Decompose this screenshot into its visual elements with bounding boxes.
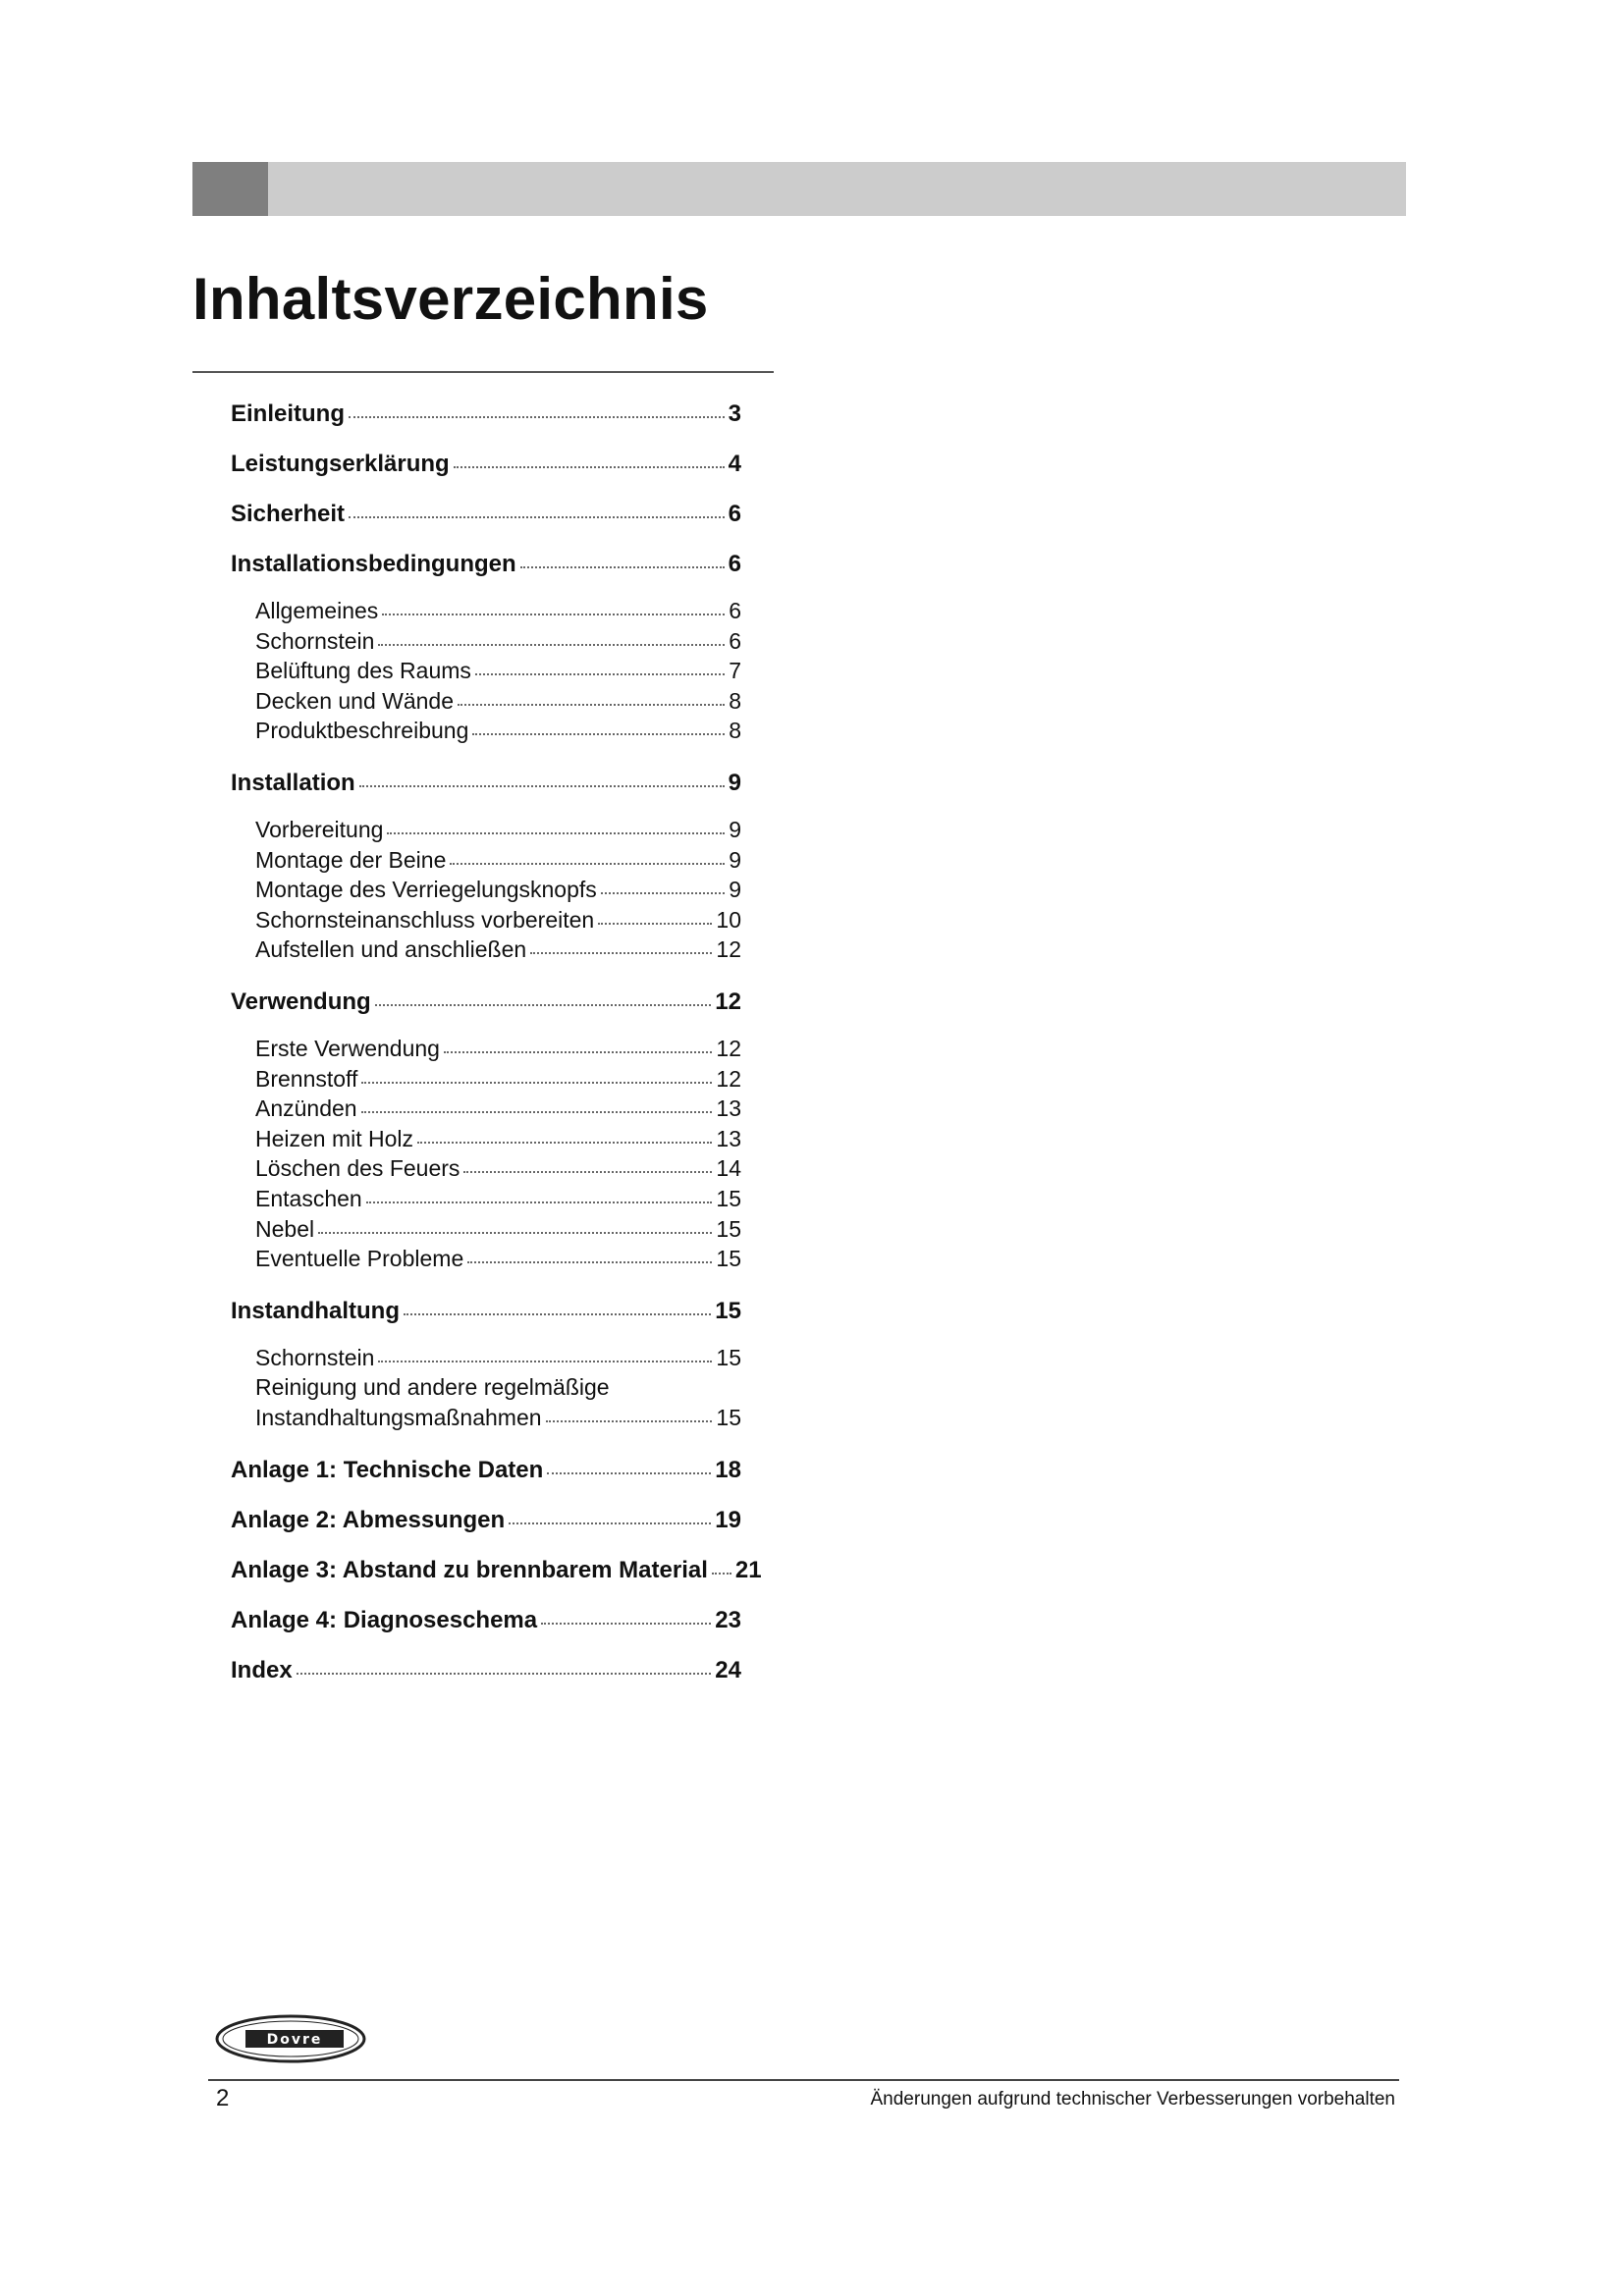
toc-subentry[interactable]: Brennstoff 12: [255, 1065, 741, 1092]
dot-leader: [541, 1622, 711, 1625]
toc-subentry[interactable]: Vorbereitung 9: [255, 816, 741, 842]
page-number: 2: [216, 2085, 230, 2111]
toc-entry-installationsbedingungen[interactable]: Installationsbedingungen 6: [231, 551, 741, 577]
dot-leader: [359, 784, 725, 787]
toc-subentry-line1: Reinigung und andere regelmäßige: [255, 1374, 610, 1401]
toc-subentry[interactable]: Montage des Verriegelungsknopfs 9: [255, 877, 741, 903]
toc-group-verwendung: [231, 1027, 839, 1286]
toc-subentry[interactable]: Löschen des Feuers 14: [255, 1155, 741, 1182]
toc-subentry[interactable]: Anzünden 13: [255, 1095, 741, 1122]
toc-entry-sicherheit[interactable]: Sicherheit 6: [231, 501, 741, 527]
dot-leader: [297, 1672, 712, 1675]
toc-entry-anlage-2[interactable]: Anlage 2: Abmessungen 19: [231, 1506, 741, 1533]
toc-group-installation: [231, 808, 839, 977]
toc-entry-index[interactable]: Index 24: [231, 1656, 741, 1683]
header-accent-block: [192, 162, 268, 216]
toc-group-instandhaltung: [231, 1336, 839, 1445]
dovre-logo: [214, 2012, 367, 2065]
toc-subentry[interactable]: Allgemeines 6: [255, 598, 741, 623]
toc-subentry[interactable]: Produktbeschreibung 8: [255, 718, 741, 744]
toc-subentry[interactable]: Erste Verwendung 12: [255, 1035, 741, 1061]
table-of-contents: [231, 389, 839, 1695]
toc-subentry[interactable]: Nebel 15: [255, 1215, 741, 1242]
toc-subentry[interactable]: Eventuelle Probleme 15: [255, 1246, 741, 1272]
svg-text:Dovre: Dovre: [266, 2032, 323, 2048]
toc-subentry[interactable]: Decken und Wände 8: [255, 687, 741, 714]
toc-entry-verwendung[interactable]: Verwendung 12: [231, 988, 741, 1015]
dot-leader: [509, 1522, 711, 1524]
toc-entry-leistungserklaerung[interactable]: Leistungserklärung 4: [231, 451, 741, 477]
toc-subentry[interactable]: Aufstellen und anschließen 12: [255, 936, 741, 963]
dot-leader: [375, 1003, 712, 1006]
toc-subentry[interactable]: Schornsteinanschluss vorbereiten 10: [255, 906, 741, 933]
header-bar: [192, 162, 1406, 216]
toc-entry-anlage-3[interactable]: Anlage 3: Abstand zu brennbarem Material 21: [231, 1556, 762, 1583]
title-divider: [192, 371, 774, 373]
toc-subentry[interactable]: Schornstein 15: [255, 1344, 741, 1370]
toc-group-installationsbedingungen: [231, 589, 839, 758]
toc-subentry[interactable]: Heizen mit Holz 13: [255, 1125, 741, 1151]
dot-leader: [712, 1572, 731, 1575]
dot-leader: [454, 465, 725, 468]
toc-entry-einleitung[interactable]: Einleitung 3: [231, 400, 741, 427]
toc-subentry[interactable]: Entaschen 15: [255, 1185, 741, 1211]
toc-entry-anlage-1[interactable]: Anlage 1: Technische Daten 18: [231, 1456, 741, 1483]
footer-note: Änderungen aufgrund technischer Verbesserungen vorbehalten: [870, 2089, 1395, 2109]
toc-subentry[interactable]: Belüftung des Raums 7: [255, 658, 741, 684]
toc-entry-instandhaltung[interactable]: Instandhaltung 15: [231, 1297, 741, 1324]
page-title: Inhaltsverzeichnis: [192, 266, 709, 332]
dot-leader: [404, 1312, 711, 1315]
toc-subentry[interactable]: Schornstein 6: [255, 627, 741, 654]
toc-subentry[interactable]: Instandhaltungsmaßnahmen 15: [255, 1405, 741, 1431]
footer-divider: [208, 2079, 1399, 2081]
dot-leader: [349, 415, 725, 418]
toc-subentry[interactable]: Montage der Beine 9: [255, 846, 741, 873]
dot-leader: [349, 515, 725, 518]
dot-leader: [520, 565, 725, 568]
toc-entry-anlage-4[interactable]: Anlage 4: Diagnoseschema 23: [231, 1606, 741, 1633]
dot-leader: [547, 1471, 711, 1474]
toc-entry-installation[interactable]: Installation 9: [231, 769, 741, 796]
